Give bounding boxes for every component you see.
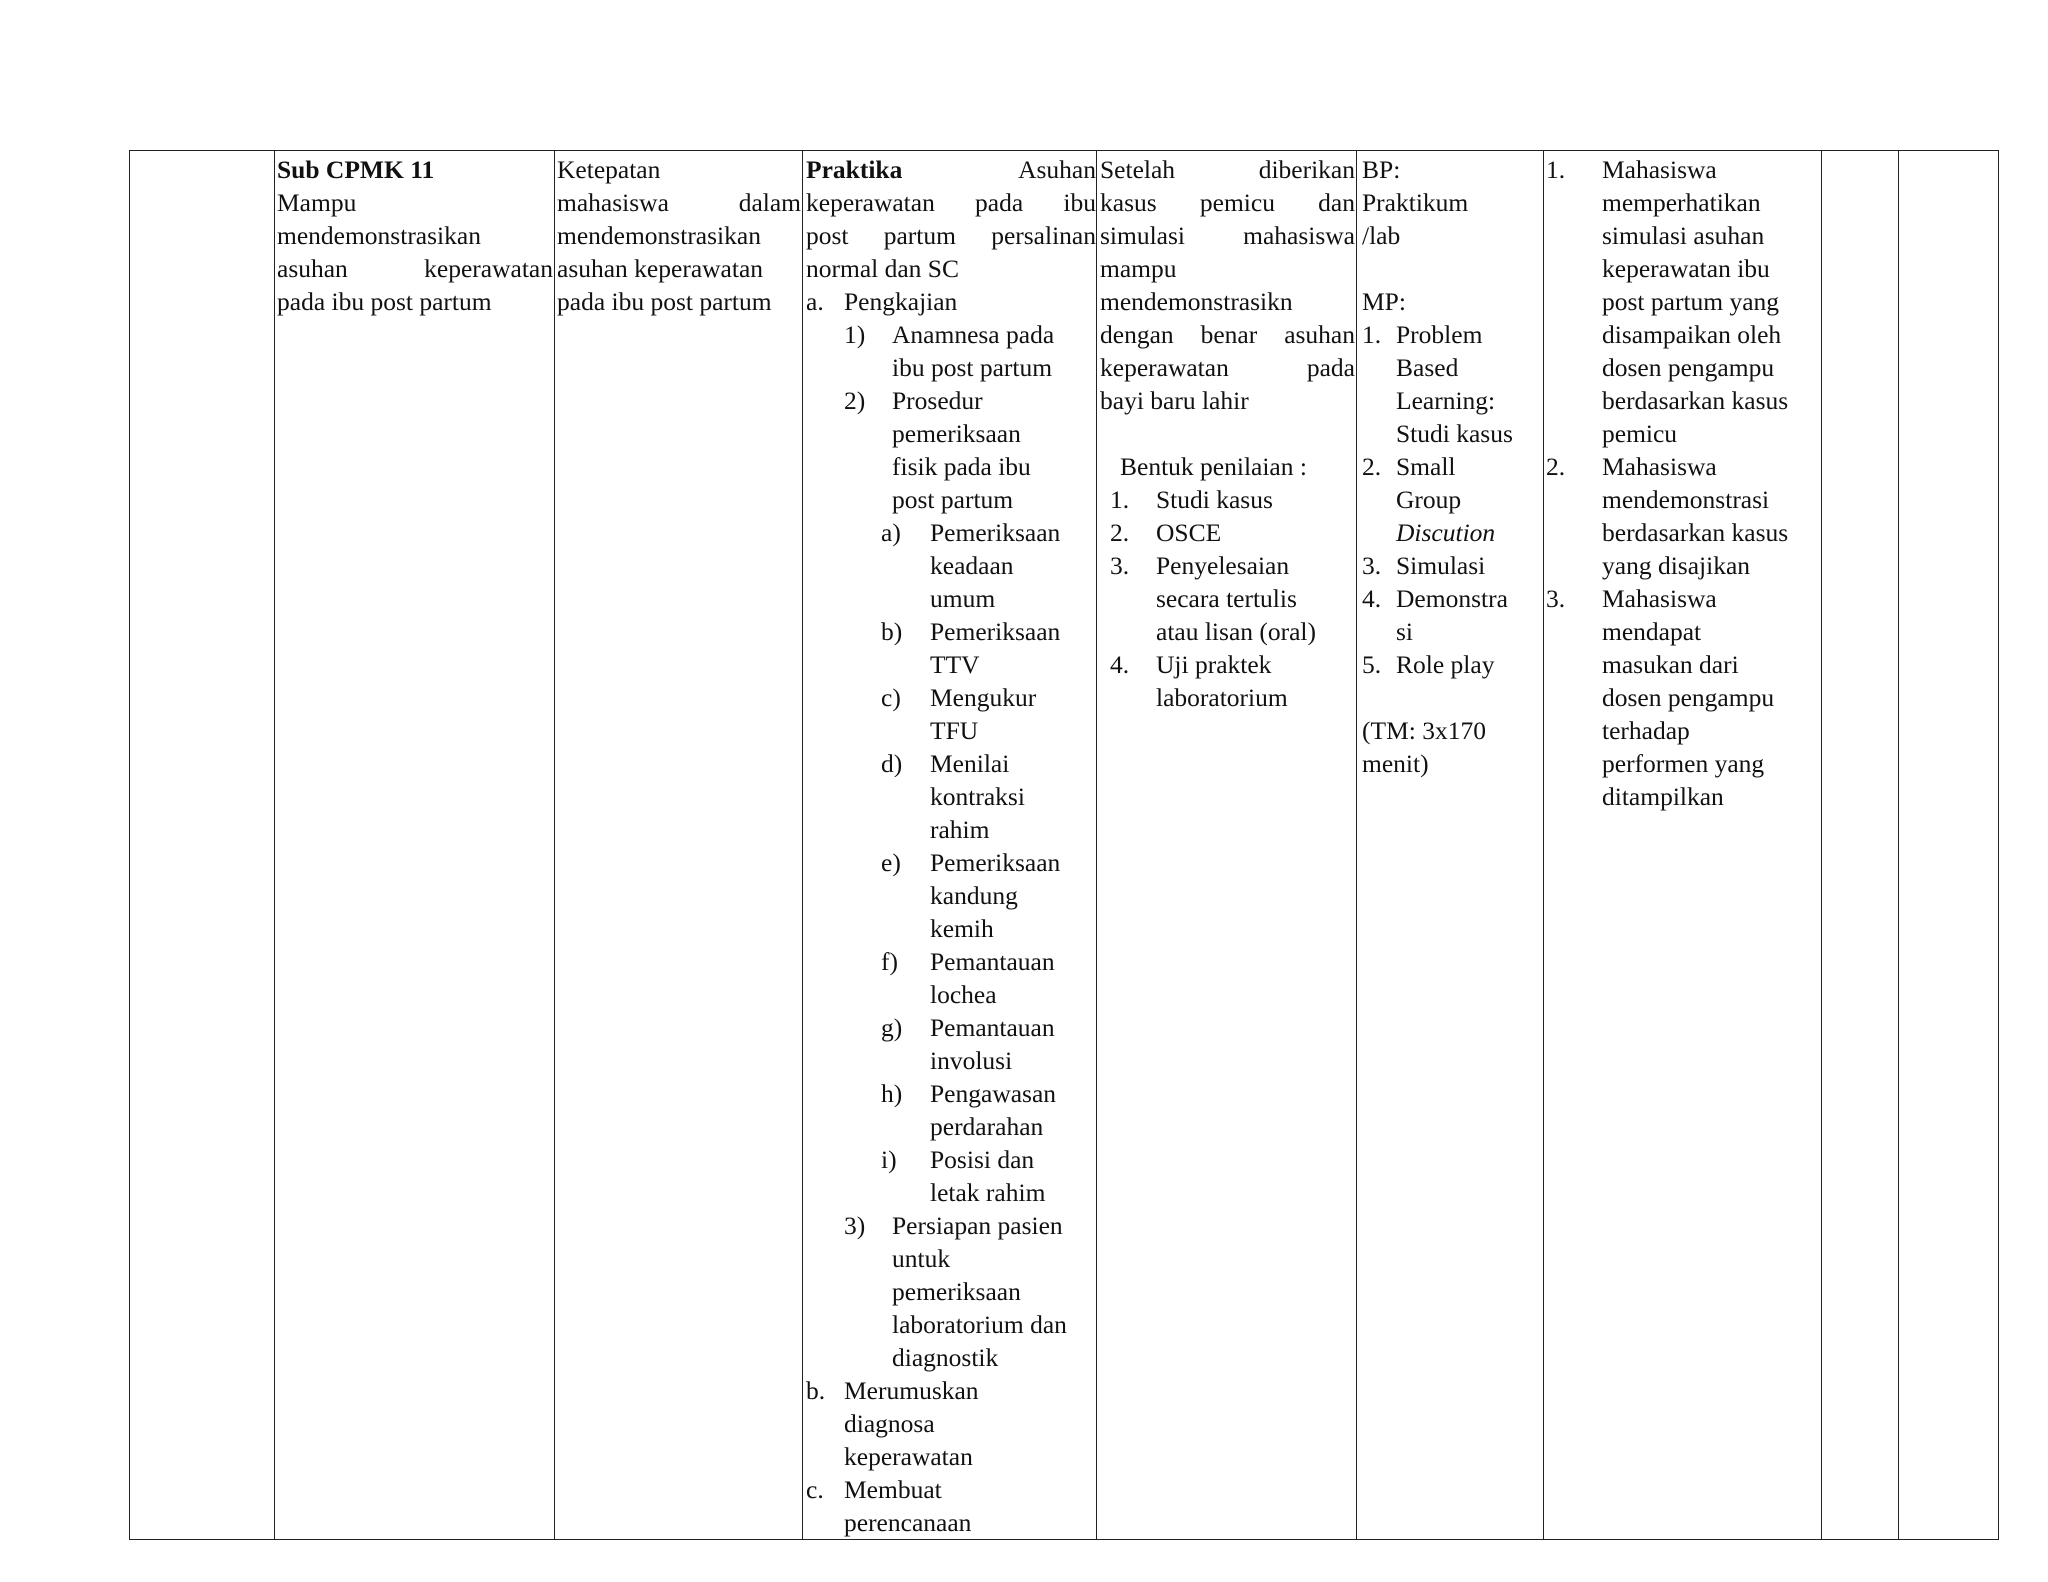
kriteria-line: bayi baru lahir — [1100, 386, 1249, 415]
list-marker: 3. — [1110, 551, 1130, 580]
list-item-line: performen yang — [1602, 749, 1765, 778]
list-item-line: letak rahim — [930, 1178, 1046, 1207]
list-item-line: dosen pengampu — [1602, 353, 1775, 382]
materi-cell — [806, 153, 1096, 1539]
materi-intro-line: post partum persalinan — [806, 221, 1096, 250]
column-divider — [274, 151, 275, 1539]
materi-heading-bold: Praktika — [806, 155, 903, 184]
materi-list — [806, 285, 1096, 1539]
list-marker: 2. — [1110, 518, 1130, 547]
rps-table — [129, 150, 1999, 1540]
metode-cell — [1362, 153, 1542, 780]
list-item-line: keperawatan — [844, 1442, 973, 1471]
list-item-line: Mahasiswa — [1602, 584, 1717, 613]
list-item-line: Merumuskan — [844, 1376, 979, 1405]
list-item — [1546, 582, 1819, 813]
list-marker: g) — [881, 1013, 903, 1042]
list-item-line: Anamnesa pada — [892, 320, 1055, 349]
list-marker: 4. — [1362, 584, 1382, 613]
indikator-line: pada ibu post partum — [557, 287, 772, 316]
list-item-line: laboratorium — [1156, 683, 1288, 712]
list-marker: 1) — [844, 320, 866, 349]
list-item-line: ditampilkan — [1602, 782, 1724, 811]
list-item-line: post partum — [892, 485, 1014, 514]
list-item — [1100, 483, 1355, 516]
list-item-line: Penyelesaian — [1156, 551, 1290, 580]
sub-cpmk-line: pada ibu post partum — [277, 287, 492, 316]
list-item — [806, 747, 1096, 846]
list-item-line: masukan dari — [1602, 650, 1739, 679]
list-item — [806, 516, 1096, 615]
list-item-line: kontraksi — [930, 782, 1025, 811]
list-item — [1362, 549, 1542, 582]
list-item-line: ibu post partum — [892, 353, 1053, 382]
list-item-line: Pemeriksaan — [930, 848, 1061, 877]
list-item-line: pemicu — [1602, 419, 1678, 448]
list-marker: a. — [806, 287, 824, 316]
column-divider — [1543, 151, 1544, 1539]
list-item-line: mendemonstrasi — [1602, 485, 1770, 514]
materi-intro-line: normal dan SC — [806, 254, 959, 283]
list-item — [1546, 450, 1819, 582]
list-item-line: Menilai — [930, 749, 1010, 778]
list-item-line: Pemeriksaan — [930, 617, 1061, 646]
list-item-line: Learning: — [1396, 386, 1496, 415]
kriteria-line: Setelah diberikan — [1100, 155, 1355, 184]
list-item-line: Pemantauan — [930, 1013, 1055, 1042]
list-item-line: Prosedur — [892, 386, 983, 415]
indikator-line: asuhan keperawatan — [557, 254, 764, 283]
indikator-line: Ketepatan — [557, 155, 661, 184]
sub-cpmk-line: Mampu — [277, 188, 357, 217]
column-divider — [802, 151, 803, 1539]
list-item-line: kemih — [930, 914, 994, 943]
bp-line: BP: — [1362, 155, 1401, 184]
list-marker: h) — [881, 1079, 903, 1108]
list-item — [1100, 648, 1355, 714]
list-item-line: Mengukur — [930, 683, 1037, 712]
list-item-line: fisik pada ibu — [892, 452, 1031, 481]
kriteria-line: mampu — [1100, 254, 1177, 283]
sub-cpmk-line — [277, 252, 553, 285]
list-item — [806, 945, 1096, 1011]
list-item-line: diagnosa — [844, 1409, 935, 1438]
list-item-line: atau lisan (oral) — [1156, 617, 1317, 646]
indikator-cell — [557, 153, 801, 318]
sub-cpmk-cell — [277, 153, 553, 318]
bentuk-penilaian-list — [1100, 483, 1355, 714]
list-marker: 3. — [1546, 584, 1566, 613]
kriteria-line: dengan benar asuhan — [1100, 320, 1355, 349]
kriteria-cell — [1100, 153, 1355, 714]
list-item-line: TTV — [930, 650, 980, 679]
list-item-line: laboratorium dan — [892, 1310, 1067, 1339]
list-marker: 1. — [1362, 320, 1382, 349]
list-marker: 4. — [1110, 650, 1130, 679]
mp-label: MP: — [1362, 287, 1406, 316]
list-item-line: Mahasiswa — [1602, 452, 1717, 481]
list-item-line: perdarahan — [930, 1112, 1044, 1141]
spacer — [1362, 252, 1542, 285]
sub-cpmk-word: asuhan — [277, 254, 348, 283]
list-marker: i) — [881, 1145, 897, 1174]
list-item — [1100, 516, 1355, 549]
kriteria-line: mendemonstrasikn — [1100, 287, 1293, 316]
list-item-line: OSCE — [1156, 518, 1222, 547]
list-item — [1362, 582, 1542, 648]
list-item-line: yang disajikan — [1602, 551, 1751, 580]
list-marker: 5. — [1362, 650, 1382, 679]
list-item — [1546, 153, 1819, 450]
sub-cpmk-line: mendemonstrasikan — [277, 221, 481, 250]
list-item-line: dosen pengampu — [1602, 683, 1775, 712]
list-marker: 1. — [1110, 485, 1130, 514]
kriteria-line: keperawatan pada — [1100, 353, 1355, 382]
list-marker: 3) — [844, 1211, 866, 1240]
list-item-line: Demonstra — [1396, 584, 1508, 613]
list-item — [1362, 450, 1542, 549]
list-marker: 2) — [844, 386, 866, 415]
tm-line: menit) — [1362, 749, 1429, 778]
column-divider — [554, 151, 555, 1539]
list-item-line: post partum yang — [1602, 287, 1780, 316]
list-marker: 1. — [1546, 155, 1566, 184]
list-item — [806, 681, 1096, 747]
list-marker: c) — [881, 683, 901, 712]
list-marker: f) — [881, 947, 898, 976]
list-item — [806, 1011, 1096, 1077]
list-item-line: pemeriksaan — [892, 419, 1021, 448]
list-item-line: Simulasi — [1396, 551, 1486, 580]
spacer — [1100, 417, 1355, 450]
list-item — [806, 615, 1096, 681]
spacer — [1362, 681, 1542, 714]
list-item-line: Pemantauan — [930, 947, 1055, 976]
column-divider — [1096, 151, 1097, 1539]
mp-list — [1362, 318, 1542, 681]
list-item-line: Pengkajian — [844, 287, 958, 316]
list-item-line: secara tertulis — [1156, 584, 1297, 613]
list-item-line: Problem — [1396, 320, 1483, 349]
list-item-line: mendapat — [1602, 617, 1702, 646]
aktivitas-cell — [1546, 153, 1819, 813]
list-item-line: involusi — [930, 1046, 1013, 1075]
list-item-line: kandung — [930, 881, 1018, 910]
list-marker: 2. — [1362, 452, 1382, 481]
list-marker: e) — [881, 848, 901, 877]
list-item — [806, 1209, 1096, 1374]
list-item — [1362, 318, 1542, 450]
list-item-line: Based — [1396, 353, 1459, 382]
materi-heading — [806, 153, 1096, 186]
list-item — [806, 846, 1096, 945]
list-item — [806, 1374, 1096, 1473]
list-item-line: berdasarkan kasus — [1602, 518, 1789, 547]
list-item-line: terhadap — [1602, 716, 1690, 745]
list-item-line: memperhatikan — [1602, 188, 1761, 217]
column-divider — [1898, 151, 1899, 1539]
indikator-line: mendemonstrasikan — [557, 221, 761, 250]
list-item-line: untuk — [892, 1244, 951, 1273]
list-item-line: Studi kasus — [1156, 485, 1273, 514]
list-item-line: pemeriksaan — [892, 1277, 1021, 1306]
list-item-line: lochea — [930, 980, 997, 1009]
kriteria-line: simulasi mahasiswa — [1100, 221, 1355, 250]
list-item-line: Group — [1396, 485, 1462, 514]
aktivitas-list — [1546, 153, 1819, 813]
list-item-line: perencanaan — [844, 1508, 972, 1537]
sub-cpmk-word: keperawatan — [424, 254, 553, 283]
list-item-line: rahim — [930, 815, 990, 844]
indikator-line: mahasiswa dalam — [557, 188, 801, 217]
bp-line: Praktikum — [1362, 188, 1469, 217]
list-marker: a) — [881, 518, 901, 547]
bp-line: /lab — [1362, 221, 1401, 250]
column-divider — [1356, 151, 1357, 1539]
list-item-line: Studi kasus — [1396, 419, 1513, 448]
list-item — [806, 1077, 1096, 1143]
list-marker: d) — [881, 749, 903, 778]
bentuk-penilaian-label: Bentuk penilaian : — [1120, 452, 1307, 481]
list-item-line: TFU — [930, 716, 979, 745]
list-marker: 3. — [1362, 551, 1382, 580]
list-item-line: Uji praktek — [1156, 650, 1272, 679]
list-marker: 2. — [1546, 452, 1566, 481]
list-item-line: Discution — [1396, 518, 1496, 547]
column-divider — [1821, 151, 1822, 1539]
list-item-line: si — [1396, 617, 1414, 646]
list-item-line: keadaan — [930, 551, 1014, 580]
list-item-line: Pengawasan — [930, 1079, 1057, 1108]
list-item-line: simulasi asuhan — [1602, 221, 1765, 250]
list-item — [806, 285, 1096, 318]
list-item — [806, 1143, 1096, 1209]
sub-cpmk-heading: Sub CPMK 11 — [277, 155, 435, 184]
list-item-line: diagnostik — [892, 1343, 999, 1372]
list-item — [806, 318, 1096, 384]
list-marker: b) — [881, 617, 903, 646]
list-item — [806, 384, 1096, 516]
materi-intro-line: keperawatan pada ibu — [806, 188, 1096, 217]
list-item-line: Pemeriksaan — [930, 518, 1061, 547]
list-item — [806, 1473, 1096, 1539]
materi-heading-rest: Asuhan — [1018, 155, 1096, 184]
list-item — [1100, 549, 1355, 648]
list-item-line: Mahasiswa — [1602, 155, 1717, 184]
list-item-line: disampaikan oleh — [1602, 320, 1782, 349]
list-item-line: Small — [1396, 452, 1456, 481]
list-item-line: berdasarkan kasus — [1602, 386, 1789, 415]
list-item — [1362, 648, 1542, 681]
list-marker: b. — [806, 1376, 826, 1405]
list-marker: c. — [806, 1475, 824, 1504]
list-item-line: umum — [930, 584, 996, 613]
tm-line: (TM: 3x170 — [1362, 716, 1486, 745]
list-item-line: keperawatan ibu — [1602, 254, 1770, 283]
kriteria-line: kasus pemicu dan — [1100, 188, 1355, 217]
list-item-line: Role play — [1396, 650, 1495, 679]
list-item-line: Persiapan pasien — [892, 1211, 1063, 1240]
list-item-line: Posisi dan — [930, 1145, 1035, 1174]
list-item-line: Membuat — [844, 1475, 942, 1504]
